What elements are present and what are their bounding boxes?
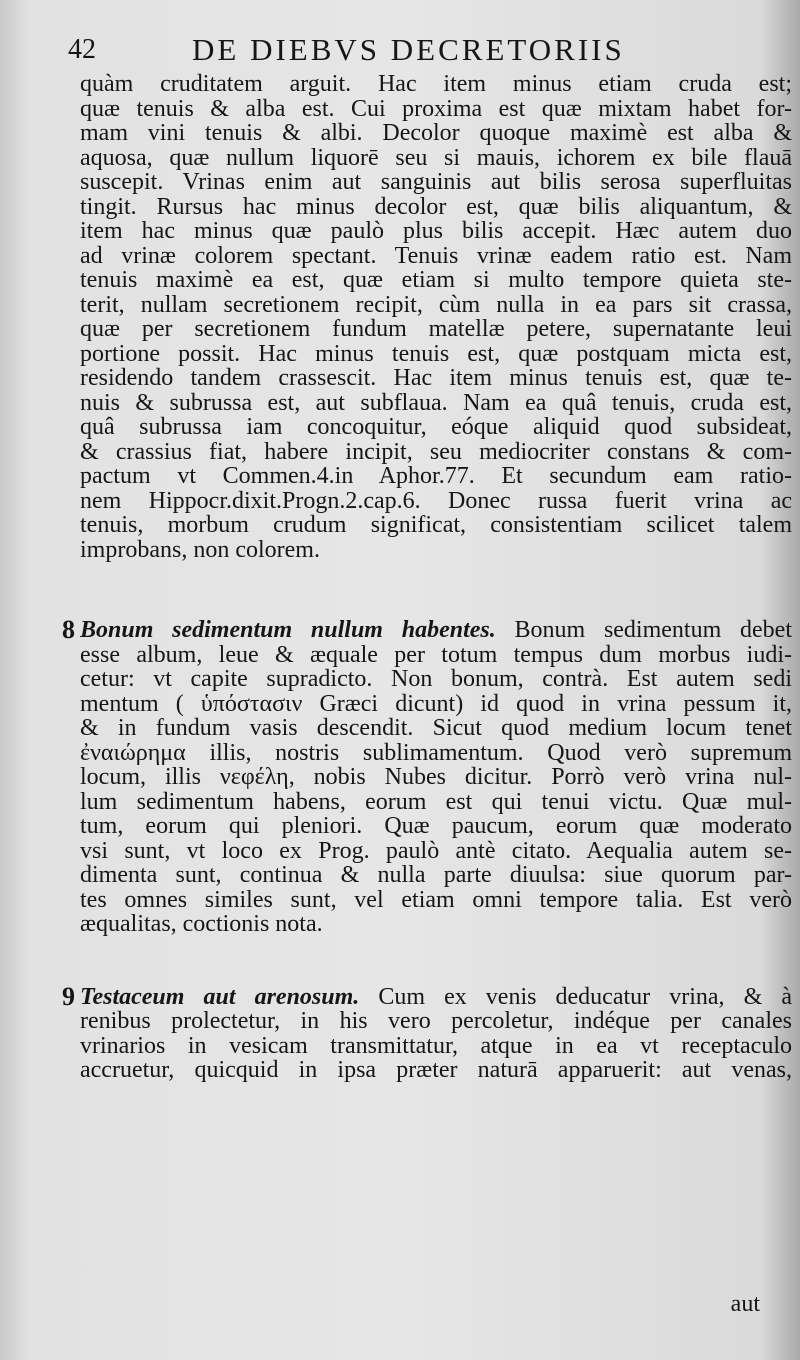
text-line: terit, nullam secretionem recipit, cùm nulla in ea pars sit crassa,	[80, 292, 792, 317]
paragraph-1	[80, 72, 792, 562]
text-line: tenuis, morbum crudum significat, consistentiam scilicet talem	[80, 513, 792, 538]
section-lead: Bonum sedimentum nullum habentes.	[80, 618, 496, 643]
text-line: cetur: vt capite supradicto. Non bonum, contrà. Est autem sedi	[80, 667, 792, 692]
text-line: pactum vt Commen.4.in Aphor.77. Et secundum eam ratio-	[80, 464, 792, 489]
text-line: accruetur, quicquid in ipsa præter naturā apparuerit: aut venas,	[80, 1058, 792, 1083]
text-line: mentum ( ὑπόστασιν Græci dicunt) id quod in vrina pessum it,	[80, 691, 792, 716]
text-line: suscepit. Vrinas enim aut sanguinis aut bilis serosa superfluitas	[80, 170, 792, 195]
section-lead: Testaceum aut arenosum.	[80, 984, 360, 1009]
text-line: improbans, non colorem.	[80, 537, 320, 562]
text-line: tum, eorum qui pleniori. Quæ paucum, eorum quæ moderato	[80, 814, 792, 839]
section-8	[62, 615, 792, 937]
text-line: tes omnes similes sunt, vel etiam omni tempore talia. Est verò	[80, 887, 792, 912]
text-line: dimenta sunt, continua & nulla parte diuulsa: siue quorum par-	[80, 863, 792, 888]
catchword: aut	[730, 1291, 760, 1317]
section-number: 8	[62, 615, 75, 644]
text-line: & in fundum vasis descendit. Sicut quod medium locum tenet	[80, 716, 792, 741]
text-line: renibus prolectetur, in his vero percoletur, indéque per canales	[80, 1009, 792, 1034]
text-line	[80, 985, 792, 1010]
text-line: quæ tenuis & alba est. Cui proxima est quæ mixtam habet for-	[80, 96, 792, 121]
text-line: ἐναιώρημα illis, nostris sublimamentum. Quod verò supremum	[80, 740, 792, 765]
text-line: quæ per secretionem fundum matellæ petere, supernatante leui	[80, 317, 792, 342]
text-line: æqualitas, coctionis nota.	[80, 912, 323, 937]
text-line	[80, 618, 792, 643]
text-line: tingit. Rursus hac minus decolor est, quæ bilis aliquantum, &	[80, 194, 792, 219]
text-line: locum, illis νεφέλη, nobis Nubes dicitur. Porrò verò vrina nul-	[80, 765, 792, 790]
text-line: nem Hippocr.dixit.Progn.2.cap.6. Donec russa fuerit vrina ac	[80, 488, 792, 513]
text-line: portione possit. Hac minus tenuis est, quæ postquam micta est,	[80, 341, 792, 366]
section-text: Cum ex venis deducatur vrina, & à	[359, 984, 792, 1009]
page-body	[62, 72, 792, 1083]
text-line: tenuis maximè ea est, quæ etiam si multo tempore quieta ste-	[80, 268, 792, 293]
text-line: mam vini tenuis & albi. Decolor quoque maximè est alba &	[80, 121, 792, 146]
page-header	[60, 30, 740, 70]
page-number: 42	[68, 34, 96, 65]
text-line: lum sedimentum habens, eorum est qui tenui victu. Quæ mul-	[80, 789, 792, 814]
section-9	[62, 981, 792, 1083]
text-line: & crassius fiat, habere incipit, seu mediocriter constans & com-	[80, 439, 792, 464]
text-line: vrinarios in vesicam transmittatur, atque in ea vt receptaculo	[80, 1033, 792, 1058]
text-line: nuis & subrussa est, aut subflaua. Nam ea quâ tenuis, cruda est,	[80, 390, 792, 415]
section-text: Bonum sedimentum debet	[495, 618, 792, 643]
running-title: DE DIEBVS DECRETORIIS	[192, 32, 625, 67]
text-line: aquosa, quæ nullum liquorē seu si mauis, ichorem ex bile flauā	[80, 145, 792, 170]
text-line: quâ subrussa iam concoquitur, eóque aliquid quod subsideat,	[80, 415, 792, 440]
text-line: vsi sunt, vt loco ex Prog. paulò antè citato. Aequalia autem se-	[80, 838, 792, 863]
text-line: ad vrinæ colorem spectant. Tenuis vrinæ eadem ratio est. Nam	[80, 243, 792, 268]
text-line: esse album, leue & æquale per totum tempus dum morbus iudi-	[80, 642, 792, 667]
text-line: item hac minus quæ paulò plus bilis accepit. Hæc autem duo	[80, 219, 792, 244]
text-line: quàm cruditatem arguit. Hac item minus etiam cruda est;	[80, 72, 792, 97]
section-number: 9	[62, 981, 75, 1011]
text-line: residendo tandem crassescit. Hac item minus tenuis est, quæ te-	[80, 366, 792, 391]
